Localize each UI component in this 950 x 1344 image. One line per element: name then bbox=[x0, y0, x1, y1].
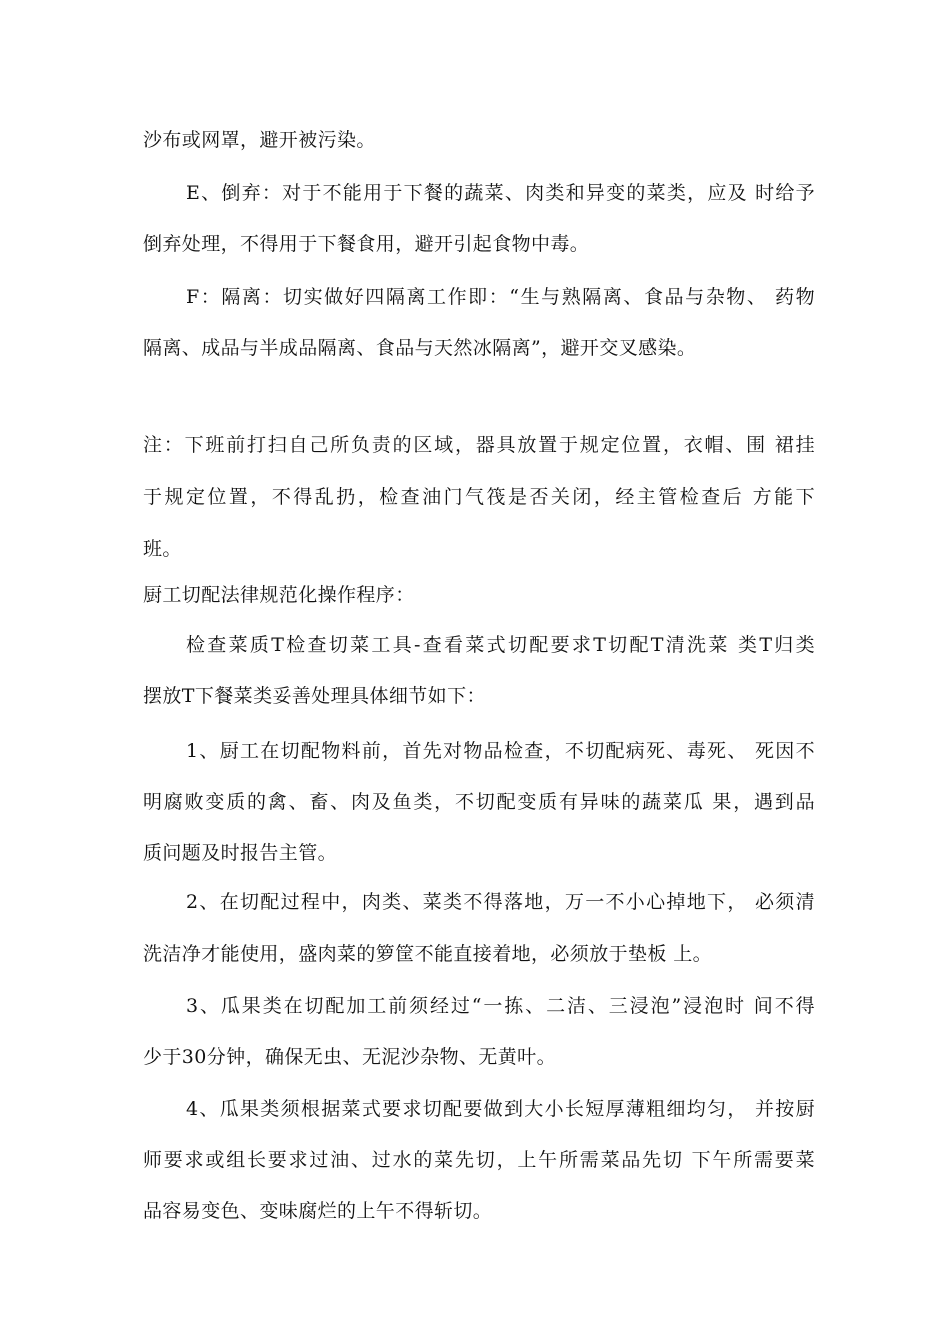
text-line: 沙布或网罩，避开被污染。 bbox=[143, 129, 376, 151]
text-line: 品容易变色、变味腐烂的上午不得斩切。 bbox=[143, 1200, 493, 1222]
text-line: 少于30分钟，确保无虫、无泥沙杂物、无黄叶。 bbox=[143, 1046, 556, 1068]
text-line: 1、厨工在切配物料前，首先对物品检查，不切配病死、毒死、 死因不 bbox=[186, 740, 815, 762]
text-line: 检查菜质T检查切菜工具-查看菜式切配要求T切配T清洗菜 类T归类 bbox=[186, 634, 815, 656]
text-line: 注：下班前打扫自己所负责的区域，器具放置于规定位置，衣帽、围 裙挂 bbox=[143, 434, 815, 456]
text-line: 摆放T下餐菜类妥善处理具体细节如下： bbox=[143, 685, 486, 707]
text-line: 洗洁净才能使用，盛肉菜的箩筐不能直接着地，必须放于垫板 上。 bbox=[143, 943, 713, 965]
text-line: 倒弃处理，不得用于下餐食用，避开引起食物中毒。 bbox=[143, 233, 590, 255]
text-line: 班。 bbox=[143, 538, 182, 560]
text-line: E、倒弃：对于不能用于下餐的蔬菜、肉类和异变的菜类，应及 时给予 bbox=[186, 182, 815, 204]
text-line: 师要求或组长要求过油、过水的菜先切，上午所需菜品先切 下午所需要菜 bbox=[143, 1149, 815, 1171]
text-line: 明腐败变质的禽、畜、肉及鱼类，不切配变质有异味的蔬菜瓜 果，遇到品 bbox=[143, 791, 815, 813]
text-line: 2、在切配过程中，肉类、菜类不得落地，万一不小心掉地下， 必须清 bbox=[186, 891, 815, 913]
text-line: 隔离、成品与半成品隔离、食品与天然冰隔离”，避开交叉感染。 bbox=[143, 337, 697, 359]
section-heading: 厨工切配法律规范化操作程序： bbox=[143, 584, 415, 606]
text-line: 质问题及时报告主管。 bbox=[143, 842, 338, 864]
text-line: 于规定位置，不得乱扔，检查油门气筏是否关闭，经主管检查后 方能下 bbox=[143, 486, 815, 508]
text-line: F：隔离：切实做好四隔离工作即：“生与熟隔离、食品与杂物、 药物 bbox=[186, 286, 815, 308]
text-line: 3、瓜果类在切配加工前须经过“一拣、二洁、三浸泡”浸泡时 间不得 bbox=[186, 995, 815, 1017]
text-line: 4、瓜果类须根据菜式要求切配要做到大小长短厚薄粗细均匀， 并按厨 bbox=[186, 1098, 815, 1120]
